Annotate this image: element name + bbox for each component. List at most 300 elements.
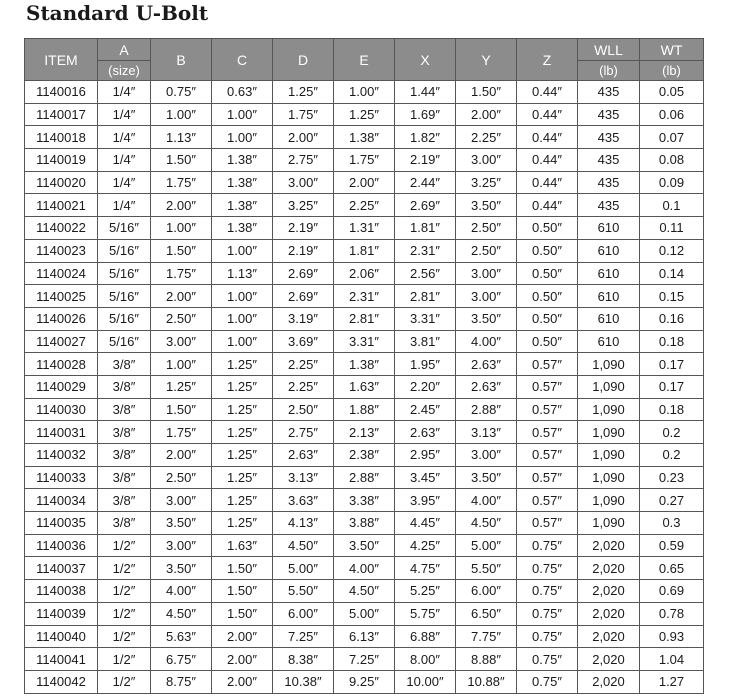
cell-c: 1.25″ — [212, 398, 273, 421]
table-row — [25, 81, 704, 104]
cell-y: 2.88″ — [456, 398, 517, 421]
cell-z: 0.57″ — [517, 398, 578, 421]
cell-wll: 435 — [578, 149, 640, 172]
cell-d: 2.69″ — [273, 262, 334, 285]
cell-item: 1140038 — [25, 580, 98, 603]
cell-d: 2.75″ — [273, 149, 334, 172]
cell-wll: 2,020 — [578, 580, 640, 603]
cell-y: 5.00″ — [456, 534, 517, 557]
cell-a: 1/4″ — [98, 126, 151, 149]
table-row — [25, 171, 704, 194]
cell-z: 0.44″ — [517, 103, 578, 126]
cell-c: 1.25″ — [212, 353, 273, 376]
cell-z: 0.44″ — [517, 194, 578, 217]
cell-d: 7.25″ — [273, 625, 334, 648]
cell-c: 1.25″ — [212, 444, 273, 467]
cell-z: 0.57″ — [517, 421, 578, 444]
cell-z: 0.50″ — [517, 330, 578, 353]
header-wll: WLL — [578, 39, 640, 61]
cell-e: 3.88″ — [334, 512, 395, 535]
cell-c: 1.25″ — [212, 512, 273, 535]
cell-wll: 1,090 — [578, 444, 640, 467]
cell-z: 0.57″ — [517, 353, 578, 376]
header-wt-unit: (lb) — [640, 61, 704, 81]
cell-y: 2.50″ — [456, 217, 517, 240]
table-row — [25, 466, 704, 489]
cell-x: 2.20″ — [395, 375, 456, 398]
cell-wt: 0.2 — [640, 421, 704, 444]
cell-wt: 0.93 — [640, 625, 704, 648]
page-title: Standard U-Bolt — [26, 1, 209, 25]
cell-b: 0.75″ — [151, 81, 212, 104]
cell-a: 3/8″ — [98, 398, 151, 421]
cell-c: 1.00″ — [212, 330, 273, 353]
cell-e: 2.00″ — [334, 171, 395, 194]
cell-d: 2.19″ — [273, 239, 334, 262]
cell-wt: 0.2 — [640, 444, 704, 467]
cell-b: 2.00″ — [151, 194, 212, 217]
cell-d: 3.63″ — [273, 489, 334, 512]
header-wll-unit: (lb) — [578, 61, 640, 81]
cell-e: 2.06″ — [334, 262, 395, 285]
cell-c: 2.00″ — [212, 670, 273, 693]
cell-y: 6.50″ — [456, 602, 517, 625]
cell-e: 1.38″ — [334, 126, 395, 149]
table-row — [25, 670, 704, 693]
cell-b: 3.00″ — [151, 330, 212, 353]
cell-y: 2.63″ — [456, 353, 517, 376]
cell-wt: 0.06 — [640, 103, 704, 126]
cell-wll: 2,020 — [578, 625, 640, 648]
cell-d: 10.38″ — [273, 670, 334, 693]
cell-a: 1/4″ — [98, 103, 151, 126]
cell-z: 0.75″ — [517, 602, 578, 625]
cell-a: 1/4″ — [98, 194, 151, 217]
cell-a: 3/8″ — [98, 489, 151, 512]
cell-item: 1140034 — [25, 489, 98, 512]
cell-x: 5.25″ — [395, 580, 456, 603]
cell-b: 3.00″ — [151, 534, 212, 557]
cell-wt: 0.12 — [640, 239, 704, 262]
cell-b: 1.50″ — [151, 239, 212, 262]
cell-c: 1.25″ — [212, 489, 273, 512]
cell-item: 1140019 — [25, 149, 98, 172]
cell-a: 1/2″ — [98, 534, 151, 557]
cell-b: 1.75″ — [151, 421, 212, 444]
cell-c: 1.50″ — [212, 580, 273, 603]
cell-b: 1.00″ — [151, 103, 212, 126]
cell-a: 1/4″ — [98, 171, 151, 194]
cell-wt: 0.69 — [640, 580, 704, 603]
cell-wt: 0.05 — [640, 81, 704, 104]
cell-a: 1/2″ — [98, 670, 151, 693]
cell-wll: 435 — [578, 81, 640, 104]
cell-a: 5/16″ — [98, 307, 151, 330]
cell-item: 1140021 — [25, 194, 98, 217]
cell-b: 1.00″ — [151, 217, 212, 240]
cell-x: 3.81″ — [395, 330, 456, 353]
cell-a: 5/16″ — [98, 262, 151, 285]
header-a-unit: (size) — [98, 61, 151, 81]
cell-c: 1.38″ — [212, 171, 273, 194]
cell-z: 0.75″ — [517, 648, 578, 671]
cell-z: 0.57″ — [517, 489, 578, 512]
cell-b: 1.50″ — [151, 398, 212, 421]
cell-a: 5/16″ — [98, 330, 151, 353]
cell-wll: 610 — [578, 262, 640, 285]
cell-z: 0.57″ — [517, 375, 578, 398]
cell-d: 2.69″ — [273, 285, 334, 308]
cell-y: 3.00″ — [456, 262, 517, 285]
cell-a: 3/8″ — [98, 444, 151, 467]
cell-wt: 0.23 — [640, 466, 704, 489]
cell-c: 1.25″ — [212, 466, 273, 489]
cell-e: 1.75″ — [334, 149, 395, 172]
cell-a: 1/2″ — [98, 557, 151, 580]
cell-y: 1.50″ — [456, 81, 517, 104]
cell-x: 1.95″ — [395, 353, 456, 376]
cell-e: 1.25″ — [334, 103, 395, 126]
cell-wll: 610 — [578, 285, 640, 308]
cell-x: 2.69″ — [395, 194, 456, 217]
table-row — [25, 149, 704, 172]
cell-c: 2.00″ — [212, 648, 273, 671]
cell-item: 1140035 — [25, 512, 98, 535]
cell-wll: 1,090 — [578, 489, 640, 512]
cell-d: 3.25″ — [273, 194, 334, 217]
cell-c: 1.00″ — [212, 126, 273, 149]
cell-wt: 0.1 — [640, 194, 704, 217]
cell-z: 0.50″ — [517, 239, 578, 262]
cell-c: 1.38″ — [212, 149, 273, 172]
cell-z: 0.75″ — [517, 534, 578, 557]
cell-x: 10.00″ — [395, 670, 456, 693]
cell-c: 1.00″ — [212, 307, 273, 330]
cell-b: 4.50″ — [151, 602, 212, 625]
cell-x: 4.25″ — [395, 534, 456, 557]
cell-e: 3.31″ — [334, 330, 395, 353]
cell-wll: 2,020 — [578, 602, 640, 625]
cell-y: 6.00″ — [456, 580, 517, 603]
cell-wt: 0.17 — [640, 353, 704, 376]
cell-x: 1.82″ — [395, 126, 456, 149]
cell-y: 8.88″ — [456, 648, 517, 671]
cell-y: 5.50″ — [456, 557, 517, 580]
cell-wll: 2,020 — [578, 670, 640, 693]
cell-item: 1140040 — [25, 625, 98, 648]
header-b: B — [151, 39, 212, 81]
cell-wll: 435 — [578, 194, 640, 217]
cell-e: 7.25″ — [334, 648, 395, 671]
cell-a: 5/16″ — [98, 239, 151, 262]
cell-item: 1140037 — [25, 557, 98, 580]
cell-a: 3/8″ — [98, 466, 151, 489]
table-row — [25, 353, 704, 376]
cell-z: 0.75″ — [517, 625, 578, 648]
table-row — [25, 489, 704, 512]
cell-wll: 2,020 — [578, 534, 640, 557]
cell-b: 1.50″ — [151, 149, 212, 172]
cell-item: 1140036 — [25, 534, 98, 557]
cell-d: 2.25″ — [273, 353, 334, 376]
cell-item: 1140029 — [25, 375, 98, 398]
cell-item: 1140020 — [25, 171, 98, 194]
cell-wt: 0.17 — [640, 375, 704, 398]
cell-wll: 1,090 — [578, 398, 640, 421]
cell-e: 4.00″ — [334, 557, 395, 580]
cell-wll: 610 — [578, 307, 640, 330]
cell-wt: 0.18 — [640, 398, 704, 421]
cell-a: 3/8″ — [98, 421, 151, 444]
cell-item: 1140028 — [25, 353, 98, 376]
cell-d: 2.63″ — [273, 444, 334, 467]
cell-wll: 435 — [578, 103, 640, 126]
cell-wt: 0.59 — [640, 534, 704, 557]
table-row — [25, 444, 704, 467]
cell-wll: 1,090 — [578, 421, 640, 444]
cell-x: 2.56″ — [395, 262, 456, 285]
cell-wt: 0.15 — [640, 285, 704, 308]
cell-wll: 610 — [578, 217, 640, 240]
cell-b: 3.50″ — [151, 557, 212, 580]
cell-item: 1140042 — [25, 670, 98, 693]
header-y: Y — [456, 39, 517, 81]
cell-e: 1.00″ — [334, 81, 395, 104]
cell-wt: 0.65 — [640, 557, 704, 580]
cell-z: 0.44″ — [517, 171, 578, 194]
cell-d: 6.00″ — [273, 602, 334, 625]
cell-d: 2.75″ — [273, 421, 334, 444]
table-row — [25, 262, 704, 285]
cell-d: 4.50″ — [273, 534, 334, 557]
cell-a: 1/4″ — [98, 81, 151, 104]
cell-y: 3.00″ — [456, 444, 517, 467]
cell-d: 4.13″ — [273, 512, 334, 535]
cell-wll: 1,090 — [578, 353, 640, 376]
cell-b: 1.25″ — [151, 375, 212, 398]
table-row — [25, 194, 704, 217]
cell-e: 2.13″ — [334, 421, 395, 444]
cell-y: 7.75″ — [456, 625, 517, 648]
cell-wt: 0.08 — [640, 149, 704, 172]
header-d: D — [273, 39, 334, 81]
cell-z: 0.50″ — [517, 285, 578, 308]
table-row — [25, 421, 704, 444]
table-row — [25, 648, 704, 671]
cell-b: 8.75″ — [151, 670, 212, 693]
cell-b: 1.75″ — [151, 171, 212, 194]
cell-c: 1.38″ — [212, 194, 273, 217]
cell-a: 1/4″ — [98, 149, 151, 172]
cell-b: 2.50″ — [151, 307, 212, 330]
cell-wt: 0.18 — [640, 330, 704, 353]
cell-item: 1140022 — [25, 217, 98, 240]
cell-wll: 610 — [578, 330, 640, 353]
header-c: C — [212, 39, 273, 81]
cell-b: 5.63″ — [151, 625, 212, 648]
cell-e: 1.31″ — [334, 217, 395, 240]
cell-x: 4.75″ — [395, 557, 456, 580]
cell-a: 5/16″ — [98, 217, 151, 240]
cell-d: 5.50″ — [273, 580, 334, 603]
cell-z: 0.75″ — [517, 670, 578, 693]
cell-a: 3/8″ — [98, 375, 151, 398]
table-row — [25, 330, 704, 353]
cell-c: 1.50″ — [212, 557, 273, 580]
cell-wll: 1,090 — [578, 466, 640, 489]
cell-wll: 2,020 — [578, 557, 640, 580]
cell-wll: 610 — [578, 239, 640, 262]
table-row — [25, 285, 704, 308]
cell-c: 0.63″ — [212, 81, 273, 104]
cell-c: 1.25″ — [212, 421, 273, 444]
table-row — [25, 126, 704, 149]
cell-d: 2.25″ — [273, 375, 334, 398]
cell-b: 3.00″ — [151, 489, 212, 512]
table-row — [25, 375, 704, 398]
cell-wll: 2,020 — [578, 648, 640, 671]
cell-d: 3.19″ — [273, 307, 334, 330]
cell-wll: 435 — [578, 126, 640, 149]
cell-c: 1.50″ — [212, 602, 273, 625]
cell-z: 0.57″ — [517, 444, 578, 467]
cell-a: 3/8″ — [98, 512, 151, 535]
cell-item: 1140030 — [25, 398, 98, 421]
table-row — [25, 580, 704, 603]
u-bolt-spec-table — [24, 38, 704, 694]
cell-x: 5.75″ — [395, 602, 456, 625]
cell-y: 2.00″ — [456, 103, 517, 126]
cell-y: 10.88″ — [456, 670, 517, 693]
cell-x: 2.63″ — [395, 421, 456, 444]
table-row — [25, 217, 704, 240]
cell-d: 3.13″ — [273, 466, 334, 489]
header-x: X — [395, 39, 456, 81]
cell-z: 0.57″ — [517, 512, 578, 535]
cell-wt: 0.09 — [640, 171, 704, 194]
cell-e: 2.31″ — [334, 285, 395, 308]
cell-item: 1140031 — [25, 421, 98, 444]
cell-y: 4.00″ — [456, 489, 517, 512]
cell-y: 3.25″ — [456, 171, 517, 194]
cell-d: 2.19″ — [273, 217, 334, 240]
cell-x: 8.00″ — [395, 648, 456, 671]
cell-c: 1.63″ — [212, 534, 273, 557]
cell-d: 2.00″ — [273, 126, 334, 149]
cell-d: 1.75″ — [273, 103, 334, 126]
cell-e: 2.38″ — [334, 444, 395, 467]
cell-y: 4.00″ — [456, 330, 517, 353]
cell-x: 2.95″ — [395, 444, 456, 467]
cell-x: 3.95″ — [395, 489, 456, 512]
cell-item: 1140025 — [25, 285, 98, 308]
cell-e: 2.81″ — [334, 307, 395, 330]
cell-z: 0.50″ — [517, 307, 578, 330]
cell-a: 3/8″ — [98, 353, 151, 376]
cell-item: 1140032 — [25, 444, 98, 467]
cell-wt: 0.16 — [640, 307, 704, 330]
cell-y: 3.50″ — [456, 307, 517, 330]
cell-d: 5.00″ — [273, 557, 334, 580]
cell-e: 1.38″ — [334, 353, 395, 376]
cell-wt: 0.07 — [640, 126, 704, 149]
cell-x: 1.44″ — [395, 81, 456, 104]
cell-x: 2.19″ — [395, 149, 456, 172]
table-row — [25, 534, 704, 557]
cell-y: 3.00″ — [456, 149, 517, 172]
cell-z: 0.50″ — [517, 217, 578, 240]
cell-z: 0.57″ — [517, 466, 578, 489]
cell-z: 0.50″ — [517, 262, 578, 285]
cell-d: 1.25″ — [273, 81, 334, 104]
cell-y: 3.13″ — [456, 421, 517, 444]
table-row — [25, 307, 704, 330]
cell-b: 2.00″ — [151, 285, 212, 308]
cell-a: 5/16″ — [98, 285, 151, 308]
cell-d: 3.00″ — [273, 171, 334, 194]
cell-c: 1.00″ — [212, 239, 273, 262]
cell-item: 1140026 — [25, 307, 98, 330]
cell-e: 1.63″ — [334, 375, 395, 398]
header-a: A — [98, 39, 151, 61]
header-e: E — [334, 39, 395, 81]
cell-item: 1140017 — [25, 103, 98, 126]
cell-item: 1140039 — [25, 602, 98, 625]
cell-e: 4.50″ — [334, 580, 395, 603]
cell-c: 1.25″ — [212, 375, 273, 398]
cell-c: 1.38″ — [212, 217, 273, 240]
cell-e: 3.38″ — [334, 489, 395, 512]
cell-z: 0.75″ — [517, 580, 578, 603]
cell-wll: 1,090 — [578, 375, 640, 398]
cell-x: 3.45″ — [395, 466, 456, 489]
cell-y: 3.50″ — [456, 194, 517, 217]
cell-wt: 0.27 — [640, 489, 704, 512]
cell-a: 1/2″ — [98, 580, 151, 603]
cell-e: 3.50″ — [334, 534, 395, 557]
cell-y: 2.25″ — [456, 126, 517, 149]
cell-item: 1140024 — [25, 262, 98, 285]
cell-a: 1/2″ — [98, 625, 151, 648]
cell-x: 2.45″ — [395, 398, 456, 421]
cell-d: 2.50″ — [273, 398, 334, 421]
cell-wll: 435 — [578, 171, 640, 194]
cell-x: 4.45″ — [395, 512, 456, 535]
cell-c: 2.00″ — [212, 625, 273, 648]
cell-b: 4.00″ — [151, 580, 212, 603]
cell-x: 2.31″ — [395, 239, 456, 262]
header-item: ITEM — [25, 39, 98, 81]
table-body — [25, 81, 704, 694]
cell-b: 1.00″ — [151, 353, 212, 376]
cell-wt: 0.3 — [640, 512, 704, 535]
cell-b: 3.50″ — [151, 512, 212, 535]
cell-c: 1.13″ — [212, 262, 273, 285]
cell-e: 6.13″ — [334, 625, 395, 648]
cell-wt: 0.11 — [640, 217, 704, 240]
cell-x: 1.81″ — [395, 217, 456, 240]
cell-b: 1.13″ — [151, 126, 212, 149]
cell-y: 4.50″ — [456, 512, 517, 535]
cell-y: 2.50″ — [456, 239, 517, 262]
cell-b: 1.75″ — [151, 262, 212, 285]
cell-wt: 0.14 — [640, 262, 704, 285]
cell-e: 1.81″ — [334, 239, 395, 262]
table-row — [25, 557, 704, 580]
cell-z: 0.44″ — [517, 149, 578, 172]
cell-z: 0.44″ — [517, 126, 578, 149]
cell-x: 6.88″ — [395, 625, 456, 648]
